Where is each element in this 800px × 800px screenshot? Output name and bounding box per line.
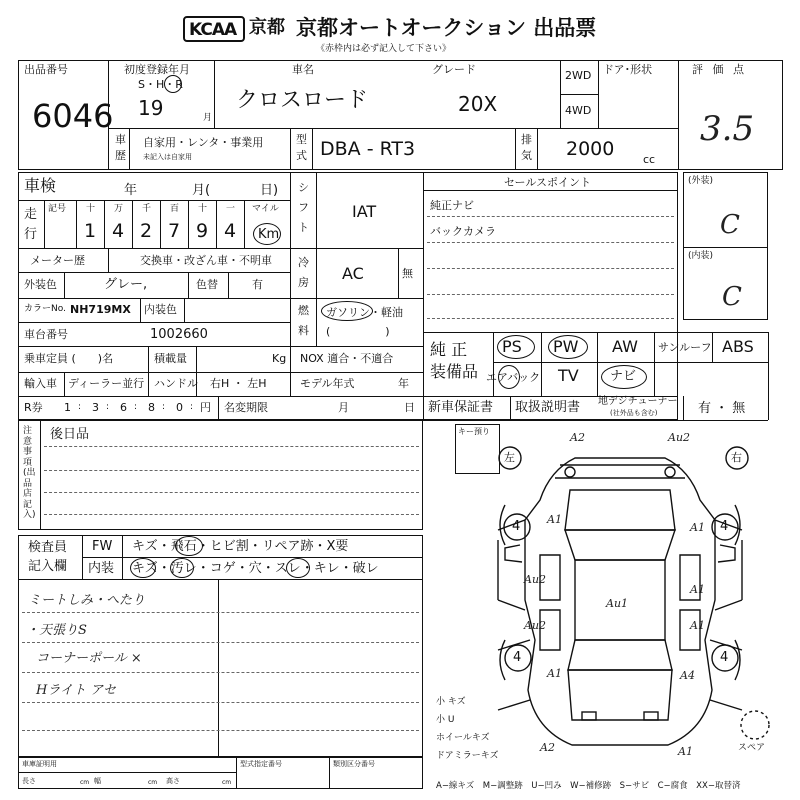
import-label: 輸入車 xyxy=(24,377,57,390)
model-year-label: モデル年式 xyxy=(300,377,355,390)
cert-height-unit: cm xyxy=(222,779,232,786)
inspector-label-b: 記入欄 xyxy=(28,559,68,574)
score-label: 評 価 点 xyxy=(692,63,747,76)
inspector-label-a: 検査員 xyxy=(28,540,68,555)
recycle-digit: 6 xyxy=(120,401,127,414)
name-change-day: 日 xyxy=(404,401,415,414)
score-value: 3.5 xyxy=(700,109,755,149)
model-value: DBA - RT3 xyxy=(320,138,416,160)
mileage-digit-label: 十 xyxy=(86,204,96,214)
mileage-digit-label: 一 xyxy=(226,204,236,214)
lot-number: 6046 xyxy=(32,97,114,135)
exterior-label: (外装) xyxy=(688,176,714,186)
doc-warranty: 新車保証書 xyxy=(428,400,494,415)
sales-line-1: 純正ナビ xyxy=(430,199,474,212)
legend-small-dent: 小 U xyxy=(436,715,455,725)
fuel-paren: ( ) xyxy=(326,325,390,338)
aircon-label-a: 冷 xyxy=(298,256,309,269)
equipment-label-a: 純 正 xyxy=(430,340,468,359)
tire-rear-left: 4 xyxy=(513,650,522,665)
mark-right-front-door: A1 xyxy=(690,583,705,596)
tire-front-left: 4 xyxy=(512,519,521,534)
cert-width-unit: cm xyxy=(148,779,158,786)
class-no-label: 類別区分番号 xyxy=(333,760,375,768)
recycle-digit: 0 xyxy=(176,401,183,414)
handle-label: ハンドル xyxy=(154,377,198,390)
equip-ps: PS xyxy=(502,337,522,356)
mileage-digit-label: 万 xyxy=(114,204,124,214)
inspection-label: 車検 xyxy=(24,176,57,195)
history-label-a: 車 xyxy=(115,133,126,146)
tire-rear-right: 4 xyxy=(720,650,729,665)
mark-roof: Au1 xyxy=(606,597,629,610)
shift-label-a: シ xyxy=(298,181,309,194)
history-note: 未記入は自家用 xyxy=(143,153,192,161)
remark-3: コーナーポール × xyxy=(36,651,142,666)
logo-kcaa-text: KCAA xyxy=(189,20,237,40)
mileage-digit: 1 xyxy=(84,220,97,242)
shift-value: IAT xyxy=(352,202,377,221)
mileage-label-b: 行 xyxy=(24,227,38,242)
name-change-month: 月 xyxy=(338,401,349,414)
repaint-label: 色替 xyxy=(196,278,218,291)
shift-label-b: フ xyxy=(298,201,309,214)
recycle-unit: 円 xyxy=(200,401,211,414)
fw-label: FW xyxy=(92,539,113,554)
mark-rear-left: A2 xyxy=(540,741,555,754)
load-unit: Kg xyxy=(272,352,287,365)
recycle-separator: : xyxy=(162,402,166,412)
fuel-label-a: 燃 xyxy=(298,304,309,317)
drive-4wd: 4WD xyxy=(565,104,592,117)
recycle-separator: : xyxy=(78,402,82,412)
cert-length-unit: cm xyxy=(80,779,90,786)
mark-left-front-door: Au2 xyxy=(524,573,547,586)
name-change-label: 名変期限 xyxy=(224,401,268,414)
mileage-digit: 4 xyxy=(112,220,125,242)
logo-kyoto-text: 京都 xyxy=(249,17,285,38)
type-no-label: 型式指定番号 xyxy=(240,760,282,768)
recycle-label: R券 xyxy=(24,401,43,414)
capacity-label: 乗車定員 ( )名 xyxy=(24,352,114,365)
notes-first-line: 後日品 xyxy=(50,427,90,442)
nox-label: NOX 適合・不適合 xyxy=(300,352,394,365)
mileage-note-label: 記号 xyxy=(48,204,67,214)
diagram-right: 右 xyxy=(731,451,742,464)
equip-sunroof: サンルーフ xyxy=(658,341,712,354)
cert-length: 長さ xyxy=(22,777,36,785)
load-label: 積載量 xyxy=(154,352,187,365)
mark-left-quarter: A1 xyxy=(547,667,562,680)
recycle-digit: 8 xyxy=(148,401,155,414)
mileage-digit: 4 xyxy=(224,220,237,242)
legend-mirror-scratch: ドアミラーキズ xyxy=(436,751,499,761)
cc-value: 2000 xyxy=(566,138,615,160)
mileage-unit-mile: マイル xyxy=(252,204,279,214)
model-label-a: 型 xyxy=(296,133,307,146)
tuner-label: 地デジチューナー xyxy=(598,396,678,407)
mileage-digit-label: 十 xyxy=(198,204,208,214)
reg-label: 初度登録年月 xyxy=(124,63,190,76)
aircon-none: 無 xyxy=(402,267,413,280)
chassis-value: 1002660 xyxy=(150,327,208,342)
mileage-digit: 2 xyxy=(140,220,153,242)
door-label: ドア･形状 xyxy=(603,63,653,76)
import-dealer: ディーラー並行 xyxy=(68,377,145,390)
keys-label: キー預り xyxy=(458,427,490,436)
legend-wheel-scratch: ホイールキズ xyxy=(436,733,490,743)
doc-manual: 取扱説明書 xyxy=(515,400,581,415)
diagram-left: 左 xyxy=(504,451,515,464)
tire-front-right: 4 xyxy=(720,519,729,534)
car-name-label: 車名 xyxy=(292,63,314,76)
meter-options: 交換車・改ざん車・不明車 xyxy=(140,254,272,267)
page-title: 京都オートオークション 出品票 xyxy=(296,16,597,40)
reg-year: 19 xyxy=(138,96,164,120)
equip-abs: ABS xyxy=(722,337,754,356)
reg-month-unit: 月 xyxy=(203,113,213,123)
cert-label: 車庫証明用 xyxy=(22,760,57,768)
remark-4: Hライト アセ xyxy=(36,683,116,698)
mark-left-rear-door: Au2 xyxy=(524,619,547,632)
cc-label-b: 気 xyxy=(521,149,532,162)
mark-front-right: Au2 xyxy=(668,431,691,444)
cc-unit: cc xyxy=(643,153,656,166)
mark-left-fender: A1 xyxy=(547,513,562,526)
tuner-options: 有 ・ 無 xyxy=(698,401,746,416)
notes-label: 注意事項(出品店記入) xyxy=(23,426,36,520)
sales-label: セールスポイント xyxy=(504,176,592,189)
mark-front-bumper: A2 xyxy=(570,431,585,444)
model-label-b: 式 xyxy=(296,149,307,162)
exterior-grade: C xyxy=(720,210,740,240)
mileage-digit: 9 xyxy=(196,220,209,242)
equip-airbag: エアバック xyxy=(486,371,541,384)
fuel-label-b: 料 xyxy=(298,324,309,337)
equip-pw: PW xyxy=(553,337,579,356)
history-label-b: 歴 xyxy=(115,149,126,162)
mark-right-quarter: A4 xyxy=(680,669,695,682)
equip-aw: AW xyxy=(612,337,638,356)
cc-label-a: 排 xyxy=(521,133,532,146)
tuner-note: (社外品も含む) xyxy=(610,409,658,417)
recycle-separator: : xyxy=(190,402,194,412)
reg-era: S・H・R xyxy=(138,78,183,91)
inspection-month: 月( xyxy=(192,183,211,198)
interior-label-inspect: 内装 xyxy=(88,561,115,576)
remark-1: ミートしみ・へたり xyxy=(28,593,146,608)
inspection-day: 日) xyxy=(260,183,279,198)
equipment-label-b: 装備品 xyxy=(430,362,479,381)
aircon-label-b: 房 xyxy=(298,276,309,289)
color-code: NH719MX xyxy=(70,303,131,316)
damage-codes-legend: A−線キズ M−調整跡 U−凹み W−補修跡 S−サビ C−腐食 XX−取替済 xyxy=(436,781,741,791)
drive-2wd: 2WD xyxy=(565,69,592,82)
sales-line-2: バックカメラ xyxy=(430,225,496,238)
mark-right-fender: A1 xyxy=(690,521,705,534)
mark-right-rear-door: A1 xyxy=(690,619,705,632)
interior-label: (内装) xyxy=(688,251,714,261)
lot-label: 出品番号 xyxy=(24,63,68,76)
interior-color-label: 内装色 xyxy=(144,303,177,316)
recycle-digit: 3 xyxy=(92,401,99,414)
equip-navi: ナビ xyxy=(610,369,637,384)
fw-options: キズ・飛石・ヒビ割・リペア跡・X要 xyxy=(132,539,349,554)
cert-height: 高さ xyxy=(166,777,180,785)
aircon-value: AC xyxy=(342,264,364,283)
car-name: クロスロード xyxy=(236,88,369,113)
grade-label: グレード xyxy=(432,63,476,76)
inspection-year: 年 xyxy=(124,183,138,198)
spare-label: スペア xyxy=(738,743,766,753)
mileage-digit-label: 千 xyxy=(142,204,152,214)
recycle-separator: : xyxy=(134,402,138,412)
remark-2: ・天張りS xyxy=(26,623,87,638)
chassis-label: 車台番号 xyxy=(24,328,68,341)
legend-small-scratch: 小 キズ xyxy=(436,697,466,707)
repaint-value: 有 xyxy=(252,278,263,291)
history-options: 自家用・レンタ・事業用 xyxy=(143,136,264,149)
meter-label: メーター歴 xyxy=(30,254,85,267)
recycle-digit: 1 xyxy=(64,401,71,414)
color-code-label: カラーNo. xyxy=(24,304,66,314)
equip-tv: TV xyxy=(558,366,579,385)
handle-options: 右H ・ 左H xyxy=(210,377,267,390)
interior-options: キズ・汚レ・コゲ・穴・スレ・キレ・破レ xyxy=(132,561,379,576)
mileage-digit: 7 xyxy=(168,220,181,242)
interior-grade: C xyxy=(722,282,742,312)
recycle-separator: : xyxy=(106,402,110,412)
mileage-digit-label: 百 xyxy=(170,204,180,214)
grade-value: 20X xyxy=(458,92,498,116)
fuel-options: ガソリン・軽油 xyxy=(326,306,403,319)
model-year-unit: 年 xyxy=(398,377,409,390)
mileage-label-a: 走 xyxy=(24,207,38,222)
mark-rear-right: A1 xyxy=(678,745,693,758)
color-label: 外装色 xyxy=(24,278,57,291)
mileage-unit-km: Km xyxy=(258,227,280,242)
page-subtitle: 《赤枠内は必ず記入して下さい》 xyxy=(316,44,452,54)
color-value: グレー, xyxy=(104,277,148,292)
cert-width: 幅 xyxy=(94,777,101,785)
shift-label-c: ト xyxy=(298,221,309,234)
